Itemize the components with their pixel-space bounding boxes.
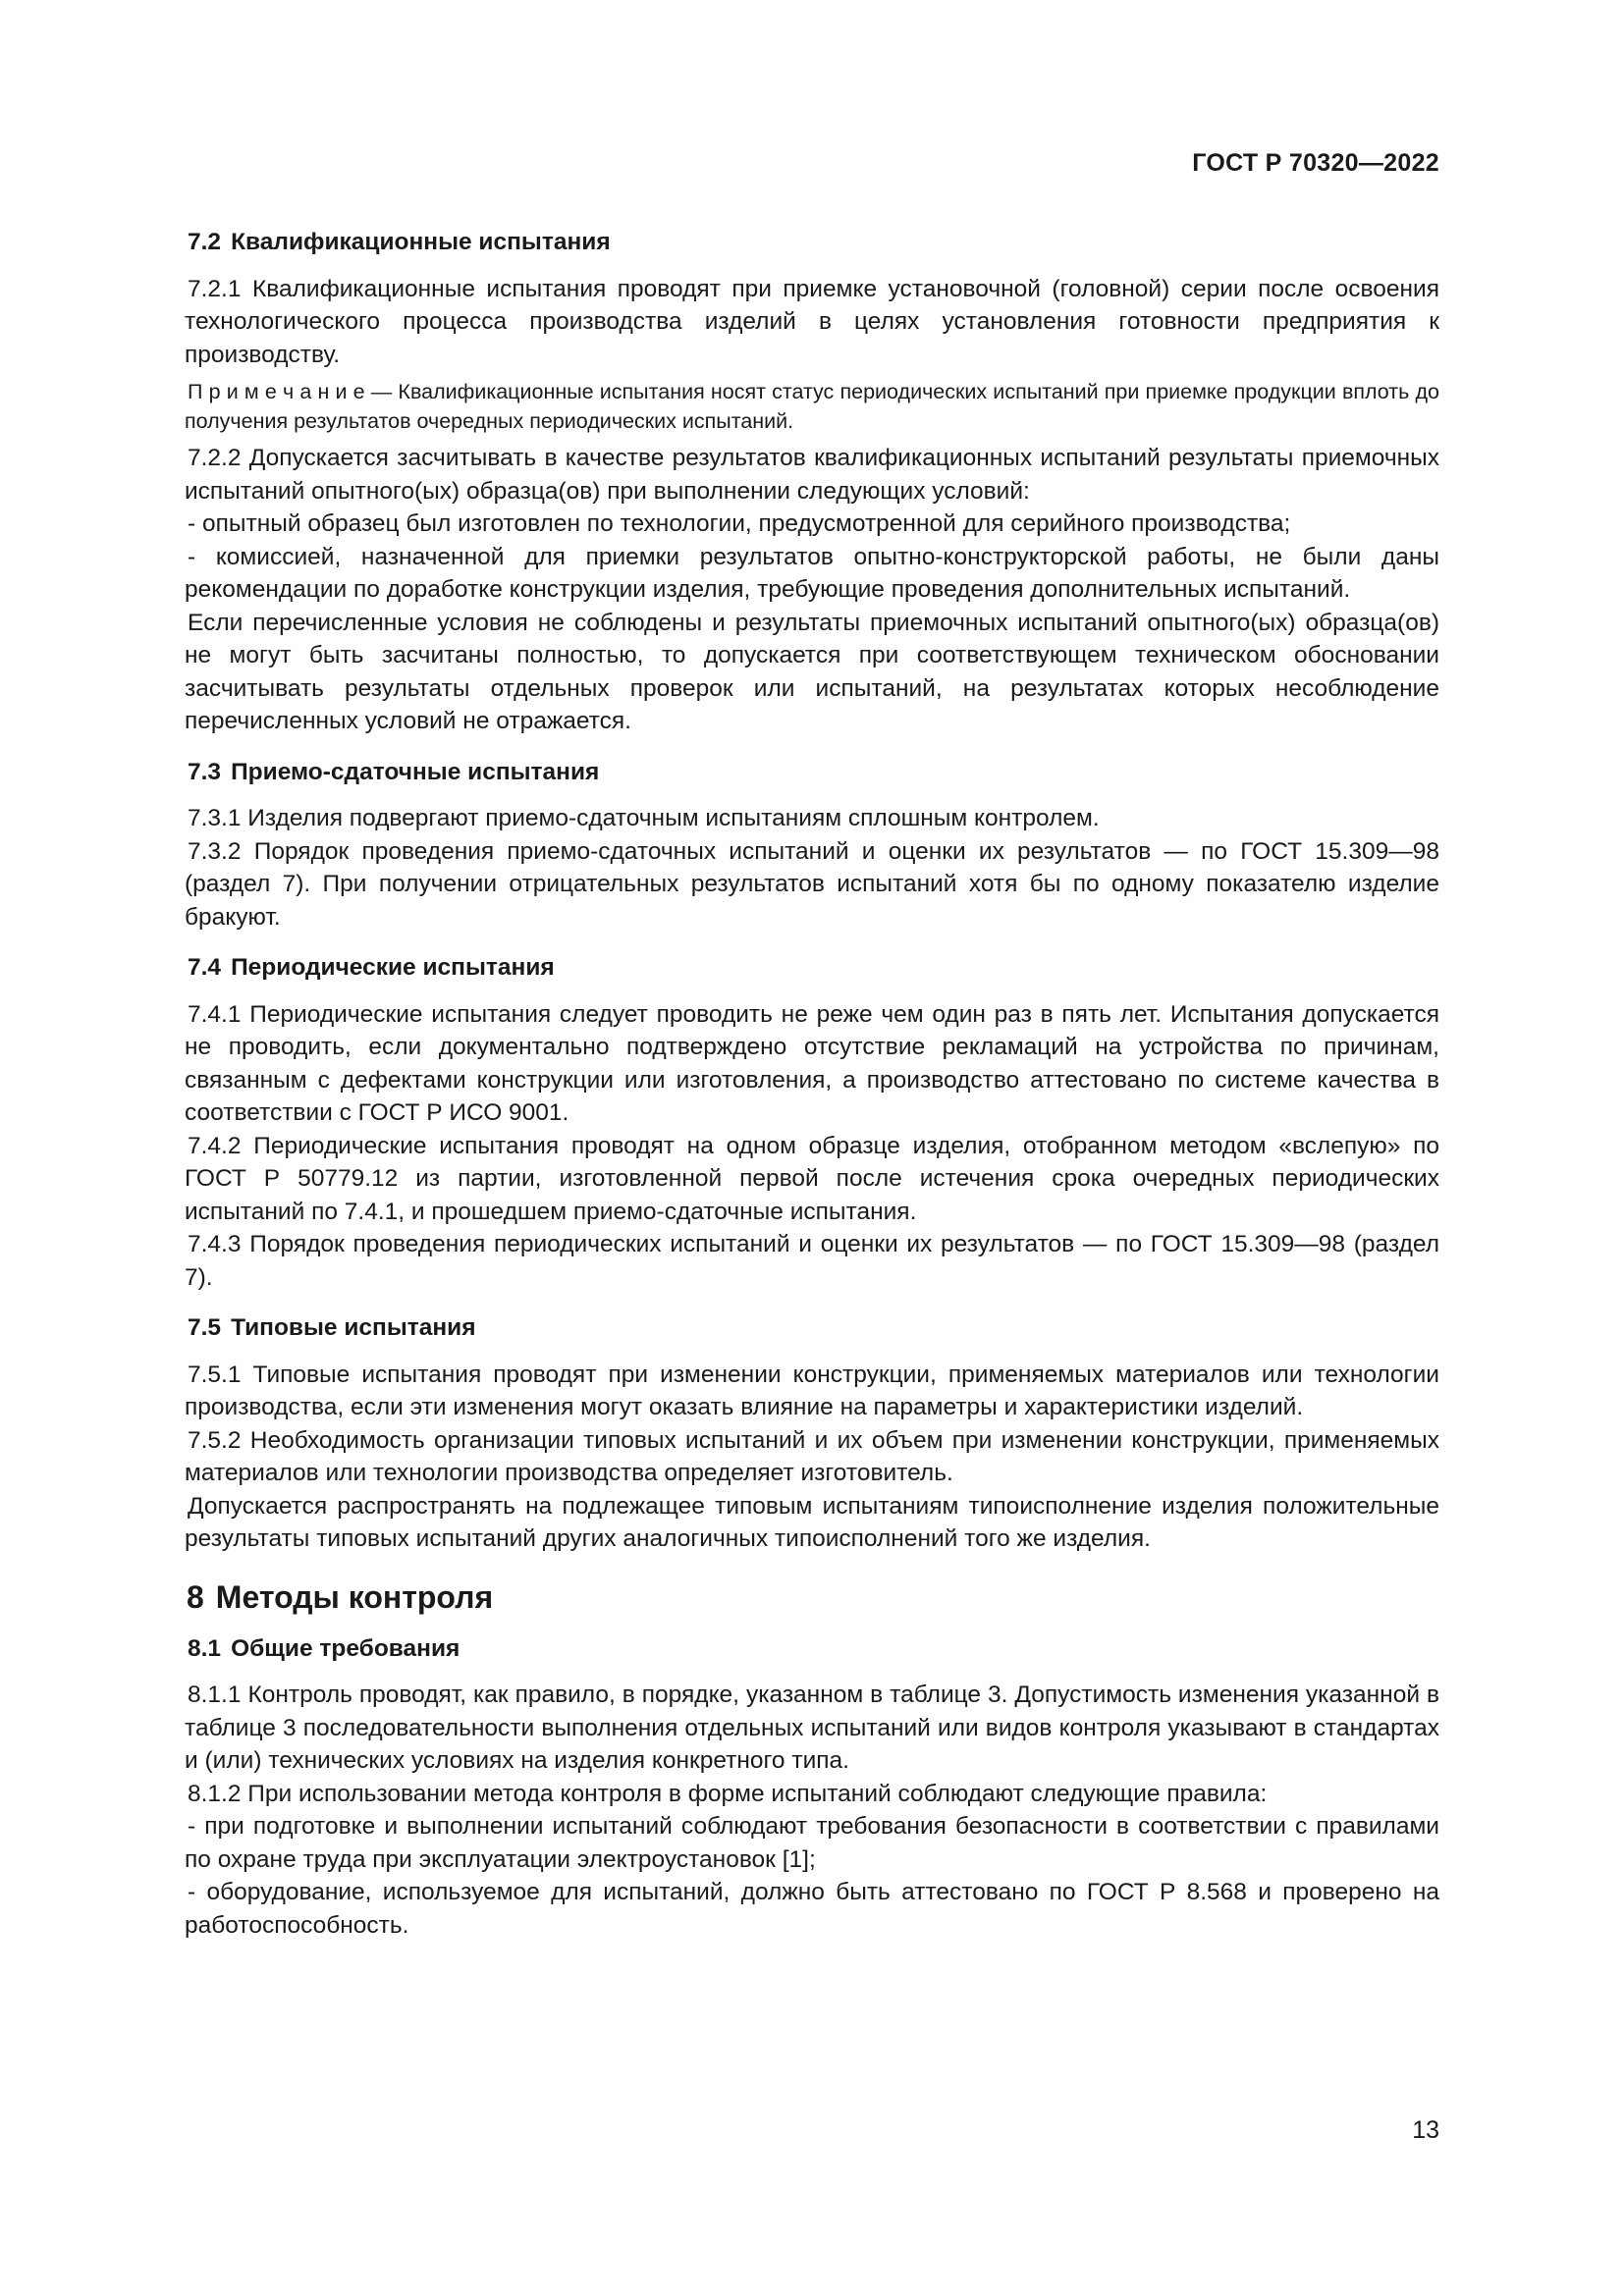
paragraph-text: 8.1.2 При использовании метода контроля в форме испытаний соблюдают следующие правила:: [188, 1780, 1268, 1807]
paragraph-7-3-2: [185, 835, 1439, 934]
chapter-number: 8: [187, 1578, 204, 1615]
section-heading-7-5: [188, 1311, 1439, 1345]
paragraph-text: 7.4.2 Периодические испытания проводят на одном образце изделия, отобранном методом «вслепую» по ГОСТ Р 50779.12 из партии, изготовленной первой после истечения срока очередных периодических испытаний по 7.4.1, и прошедшем приемо-сдаточные испытания.: [185, 1132, 1439, 1225]
list-item: [185, 1876, 1439, 1942]
paragraph-text: 7.2.1 Квалификационные испытания проводят при приемке установочной (головной) серии после освоения технологического процесса производства изделий в целях установления готовности предприятия к производству.: [185, 275, 1439, 368]
paragraph-7-2-2: [185, 442, 1439, 507]
section-number: 7.3: [188, 758, 222, 785]
page-number: 13: [1412, 2116, 1439, 2144]
section-heading-7-3: [188, 756, 1439, 789]
list-item-text: - при подготовке и выполнении испытаний соблюдают требования безопасности в соответствии с правилами по охране труда при эксплуатации электроустановок [1];: [185, 1813, 1439, 1873]
list-item: [185, 1810, 1439, 1876]
paragraph-7-3-1: [185, 802, 1439, 835]
paragraph-text: 7.3.2 Порядок проведения приемо-сдаточных испытаний и оценки их результатов — по ГОСТ 15.309—98 (раздел 7). При получении отрицательных результатов испытаний хотя бы по одному показателю изделие бракуют.: [185, 837, 1439, 931]
paragraph-text: 7.2.2 Допускается засчитывать в качестве результатов квалификационных испытаний результаты приемочных испытаний опытного(ых) образца(ов) при выполнении следующих условий:: [185, 445, 1439, 505]
section-heading-7-2: [188, 226, 1439, 259]
document-header: ГОСТ Р 70320—2022: [1192, 149, 1439, 177]
paragraph-text: 7.5.2 Необходимость организации типовых испытаний и их объем при изменении конструкции, применяемых материалов или технологии производства определяет изготовитель.: [185, 1426, 1439, 1486]
paragraph-7-5-1: [185, 1359, 1439, 1424]
section-title: Периодические испытания: [231, 954, 555, 981]
document-body: [185, 226, 1439, 1942]
paragraph-8-1-1: [185, 1679, 1439, 1778]
section-heading-8-1: [188, 1632, 1439, 1666]
list-item-text: - опытный образец был изготовлен по технологии, предусмотренной для серийного производства;: [188, 510, 1291, 537]
paragraph-8-1-2: [185, 1778, 1439, 1811]
section-title: Типовые испытания: [231, 1314, 476, 1341]
section-number: 8.1: [188, 1634, 222, 1662]
paragraph-7-4-1: [185, 998, 1439, 1130]
paragraph-7-4-2: [185, 1130, 1439, 1229]
section-title: Приемо-сдаточные испытания: [231, 758, 600, 785]
section-number: 7.2: [188, 229, 222, 255]
section-number: 7.4: [188, 954, 222, 981]
chapter-title: Методы контроля: [215, 1578, 494, 1615]
chapter-heading-8: [187, 1577, 1439, 1617]
paragraph-7-2-1: [185, 273, 1439, 372]
paragraph: [185, 607, 1439, 738]
list-item: [185, 541, 1439, 607]
section-title: Квалификационные испытания: [231, 229, 611, 255]
section-number: 7.5: [188, 1314, 222, 1341]
paragraph-text: 7.5.1 Типовые испытания проводят при изменении конструкции, применяемых материалов или технологии производства, если эти изменения могут оказать влияние на параметры и характеристики изделий.: [185, 1361, 1439, 1420]
paragraph-text: Допускается распространять на подлежащее типовым испытаниям типоисполнение изделия положительные результаты типовых испытаний других аналогичных типоисполнений того же изделия.: [185, 1492, 1439, 1552]
paragraph-text: 8.1.1 Контроль проводят, как правило, в порядке, указанном в таблице 3. Допустимость изменения указанной в таблице 3 последовательности выполнения отдельных испытаний или видов контроля указывают в стандартах и (или) технических условиях на изделия конкретного типа.: [185, 1682, 1439, 1774]
note-text: — Квалификационные испытания носят статус периодических испытаний при приемке продукции вплоть до получения результатов очередных периодических испытаний.: [185, 380, 1439, 433]
section-heading-7-4: [188, 951, 1439, 985]
paragraph-7-5-2: [185, 1424, 1439, 1490]
paragraph-text: 7.4.3 Порядок проведения периодических испытаний и оценки их результатов — по ГОСТ 15.309—98 (раздел 7).: [185, 1231, 1439, 1291]
paragraph-7-4-3: [185, 1228, 1439, 1294]
paragraph-text: 7.3.1 Изделия подвергают приемо-сдаточным испытаниям сплошным контролем.: [188, 805, 1100, 831]
list-item: [185, 507, 1439, 541]
list-item-text: - комиссией, назначенной для приемки результатов опытно-конструкторской работы, не были даны рекомендации по доработке конструкции изделия, требующие проведения дополнительных испытаний.: [185, 543, 1439, 603]
paragraph: [185, 1490, 1439, 1556]
note: [185, 377, 1439, 436]
section-title: Общие требования: [231, 1634, 460, 1662]
note-label: П р и м е ч а н и е: [188, 380, 365, 403]
paragraph-text: 7.4.1 Периодические испытания следует проводить не реже чем один раз в пять лет. Испытания допускается не проводить, если документально подтверждено отсутствие рекламаций на устройства по причинам, связанным с дефектами конструкции или изготовления, а производство аттестовано по системе качества в соответствии с ГОСТ Р ИСО 9001.: [185, 1000, 1439, 1126]
list-item-text: - оборудование, используемое для испытаний, должно быть аттестовано по ГОСТ Р 8.568 и проверено на работоспособность.: [185, 1879, 1439, 1939]
paragraph-text: Если перечисленные условия не соблюдены и результаты приемочных испытаний опытного(ых) образца(ов) не могут быть засчитаны полностью, то допускается при соответствующем техническом обосновании засчитывать результаты отдельных проверок или испытаний, на результатах которых несоблюдение перечисленных условий не отражается.: [185, 609, 1439, 734]
